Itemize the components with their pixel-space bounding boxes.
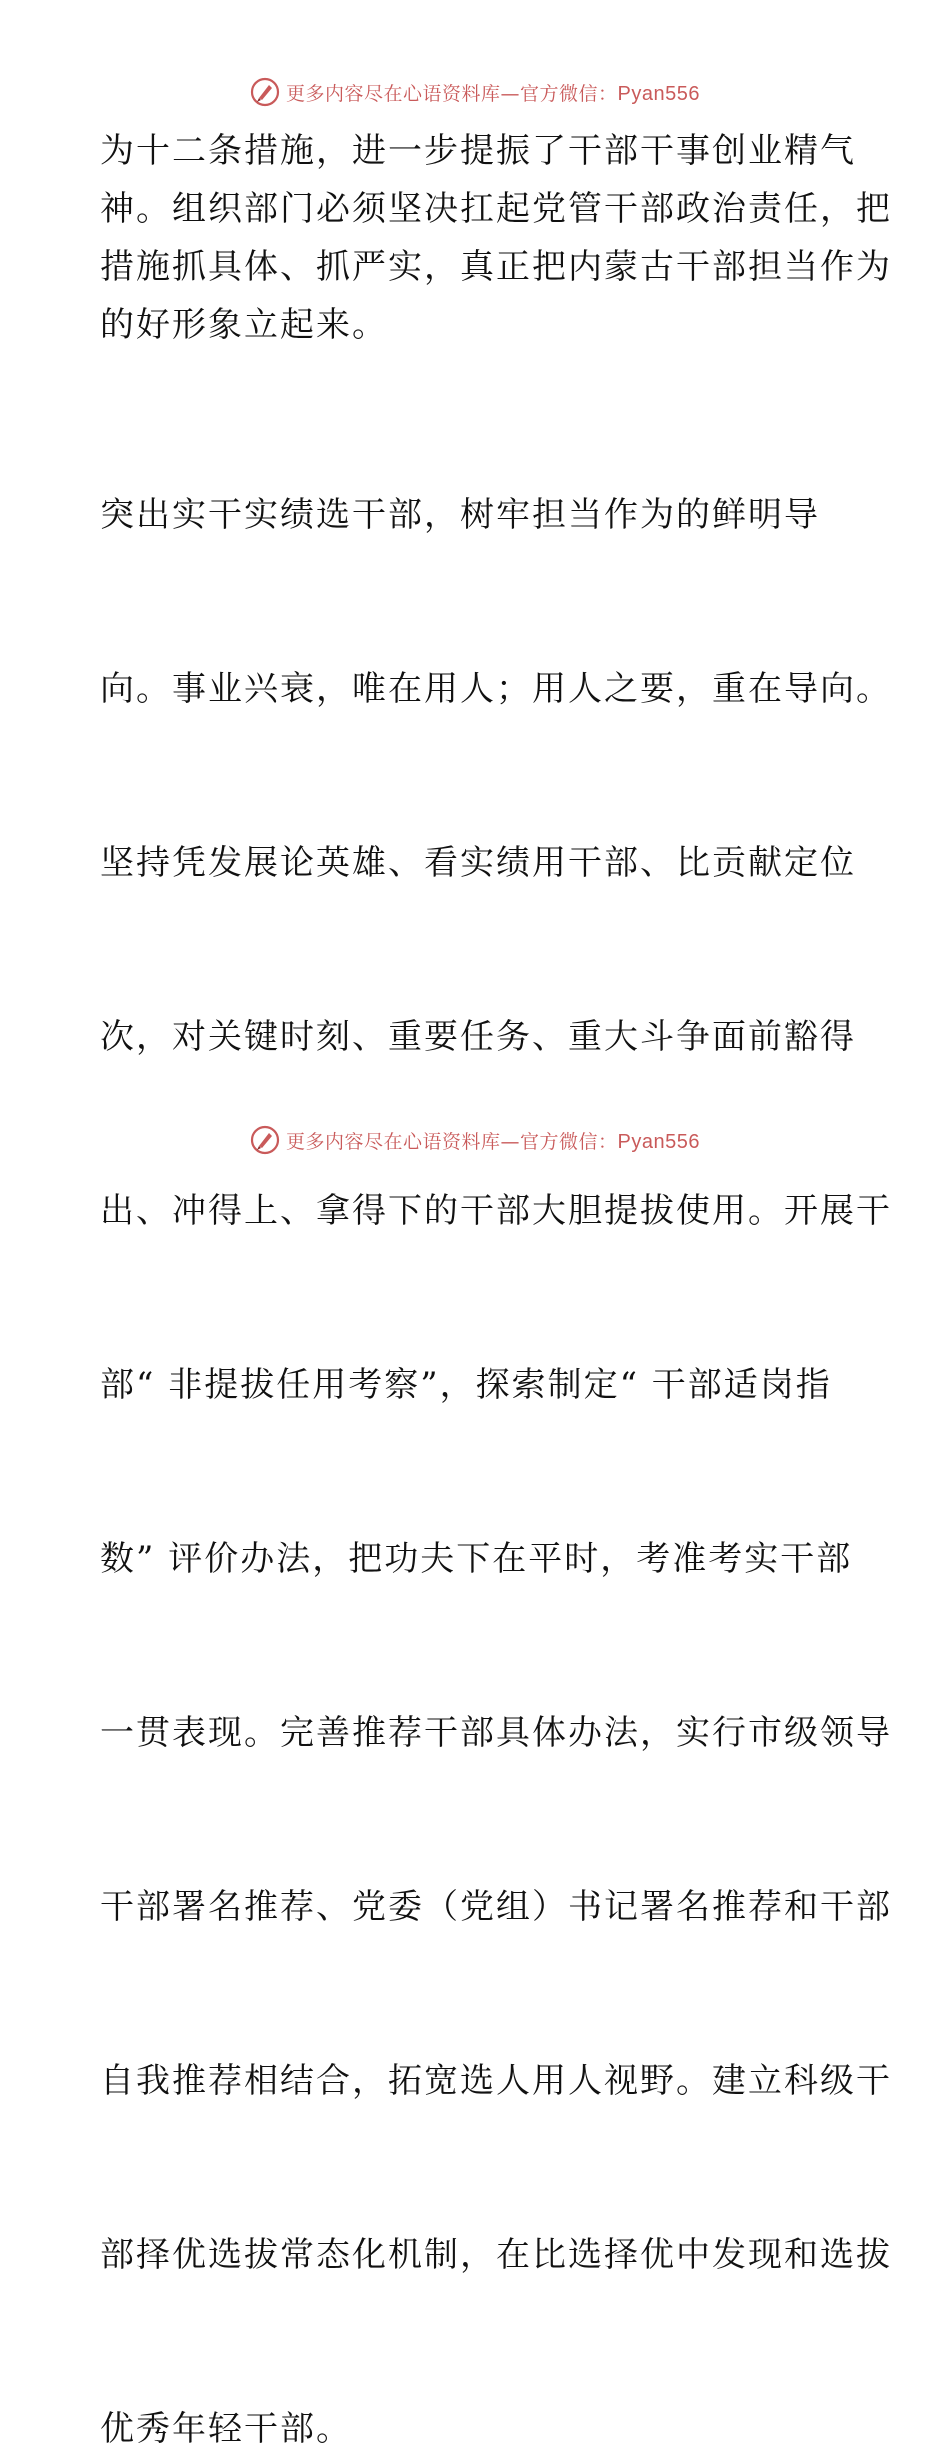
text-line: 数” 评价办法，把功夫下在平时，考准考实干部 — [100, 1539, 853, 1579]
text-line: 神。组织部门必须坚决扛起党管干部政治责任，把 — [100, 189, 892, 229]
text-line: 部“ 非提拔任用考察”，探索制定“ 干部适岗指 — [100, 1365, 832, 1405]
text-line: 一贯表现。完善推荐干部具体办法，实行市级领导 — [100, 1713, 892, 1753]
header-watermark — [0, 72, 950, 112]
paragraph-1 — [100, 122, 892, 354]
text-line: 措施抓具体、抓严实，真正把内蒙古干部担当作为 — [100, 247, 892, 287]
text-line: 突出实干实绩选干部，树牢担当作为的鲜明导 — [100, 495, 820, 535]
text-line: 优秀年轻干部。 — [100, 2409, 352, 2449]
text-line: 为十二条措施，进一步提振了干部干事创业精气 — [100, 131, 856, 171]
text-line: 出、冲得上、拿得下的干部大胆提拔使用。开展干 — [100, 1191, 892, 1231]
text-line: 自我推荐相结合，拓宽选人用人视野。建立科级干 — [100, 2061, 892, 2101]
pen-logo-icon — [250, 1125, 280, 1155]
watermark-text: 更多内容尽在心语资料库—官方微信：Pyan556 — [286, 82, 700, 105]
text-line: 部择优选拔常态化机制，在比选择优中发现和选拔 — [100, 2235, 892, 2275]
text-line: 次，对关键时刻、重要任务、重大斗争面前豁得 — [100, 1017, 856, 1057]
footer-watermark — [0, 1120, 950, 1160]
text-line: 的好形象立起来。 — [100, 305, 388, 345]
paragraph-2 — [100, 370, 892, 2460]
text-line: 向。事业兴衰，唯在用人；用人之要，重在导向。 — [100, 669, 892, 709]
text-line: 坚持凭发展论英雄、看实绩用干部、比贡献定位 — [100, 843, 856, 883]
pen-logo-icon — [250, 77, 280, 107]
watermark-text: 更多内容尽在心语资料库—官方微信：Pyan556 — [286, 1130, 700, 1153]
text-line: 干部署名推荐、党委（党组）书记署名推荐和干部 — [100, 1887, 892, 1927]
